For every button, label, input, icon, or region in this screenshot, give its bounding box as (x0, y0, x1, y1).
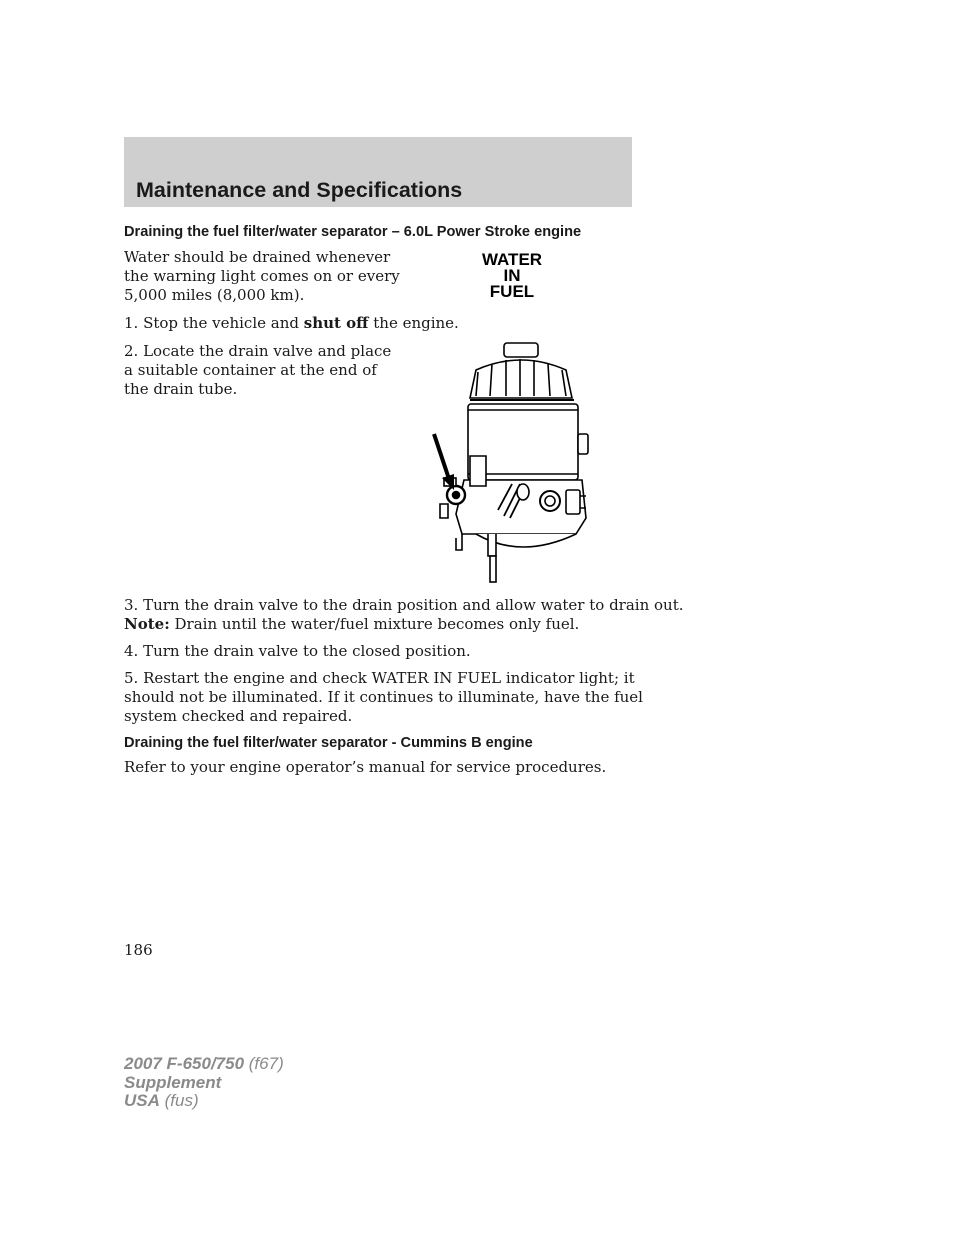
footer-supplement-line: Supplement (124, 1072, 222, 1092)
footer-model-code: (f67) (244, 1054, 284, 1073)
footer-model: 2007 F-650/750 (124, 1054, 245, 1073)
note-text: Drain until the water/fuel mixture becomes only fuel. (169, 615, 580, 633)
step-5 (124, 669, 643, 726)
indicator-line: WATER (481, 250, 543, 269)
intro-line: 5,000 miles (8,000 km). (124, 286, 305, 304)
step-5-line: 5. Restart the engine and check WATER IN FUEL indicator light; it (124, 669, 635, 687)
step-2-line: 2. Locate the drain valve and place (124, 342, 392, 360)
footer-region-code: (fus) (159, 1091, 199, 1110)
step-2-line: the drain tube. (124, 380, 238, 398)
step-3: 3. Turn the drain valve to the drain position and allow water to drain out. (124, 596, 684, 614)
cummins-paragraph: Refer to your engine operator’s manual for service procedures. (124, 758, 607, 776)
step-2-line: a suitable container at the end of (124, 361, 377, 379)
step-4: 4. Turn the drain valve to the closed position. (124, 642, 471, 660)
note-label: Note: (124, 615, 170, 633)
step-1 (124, 314, 459, 333)
intro-paragraph (124, 248, 400, 305)
page-number: 186 (124, 941, 153, 959)
intro-line: Water should be drained whenever (124, 248, 391, 266)
step-2 (124, 342, 391, 399)
water-in-fuel-indicator-icon (472, 252, 552, 300)
step-1-text: the engine. (368, 314, 459, 332)
section-heading-powerstroke: Draining the fuel filter/water separator – 6.0L Power Stroke engine (124, 224, 582, 240)
step-5-line: system checked and repaired. (124, 707, 353, 725)
footer-region-line (124, 1092, 284, 1111)
footer-region: USA (124, 1091, 160, 1110)
intro-line: the warning light comes on or every (124, 267, 400, 285)
step-1-text: 1. Stop the vehicle and (124, 314, 304, 332)
fuel-filter-water-separator-illustration (426, 338, 596, 588)
footer-model-line (124, 1055, 284, 1074)
indicator-line: IN (503, 266, 521, 285)
section-heading-cummins: Draining the fuel filter/water separator - Cummins B engine (124, 735, 533, 751)
page-title: Maintenance and Specifications (136, 178, 463, 202)
step-5-line: should not be illuminated. If it continues to illuminate, have the fuel (124, 688, 643, 706)
footer (124, 1055, 284, 1111)
indicator-line: FUEL (489, 282, 535, 301)
step-1-emphasis: shut off (303, 314, 369, 332)
note (124, 615, 579, 634)
